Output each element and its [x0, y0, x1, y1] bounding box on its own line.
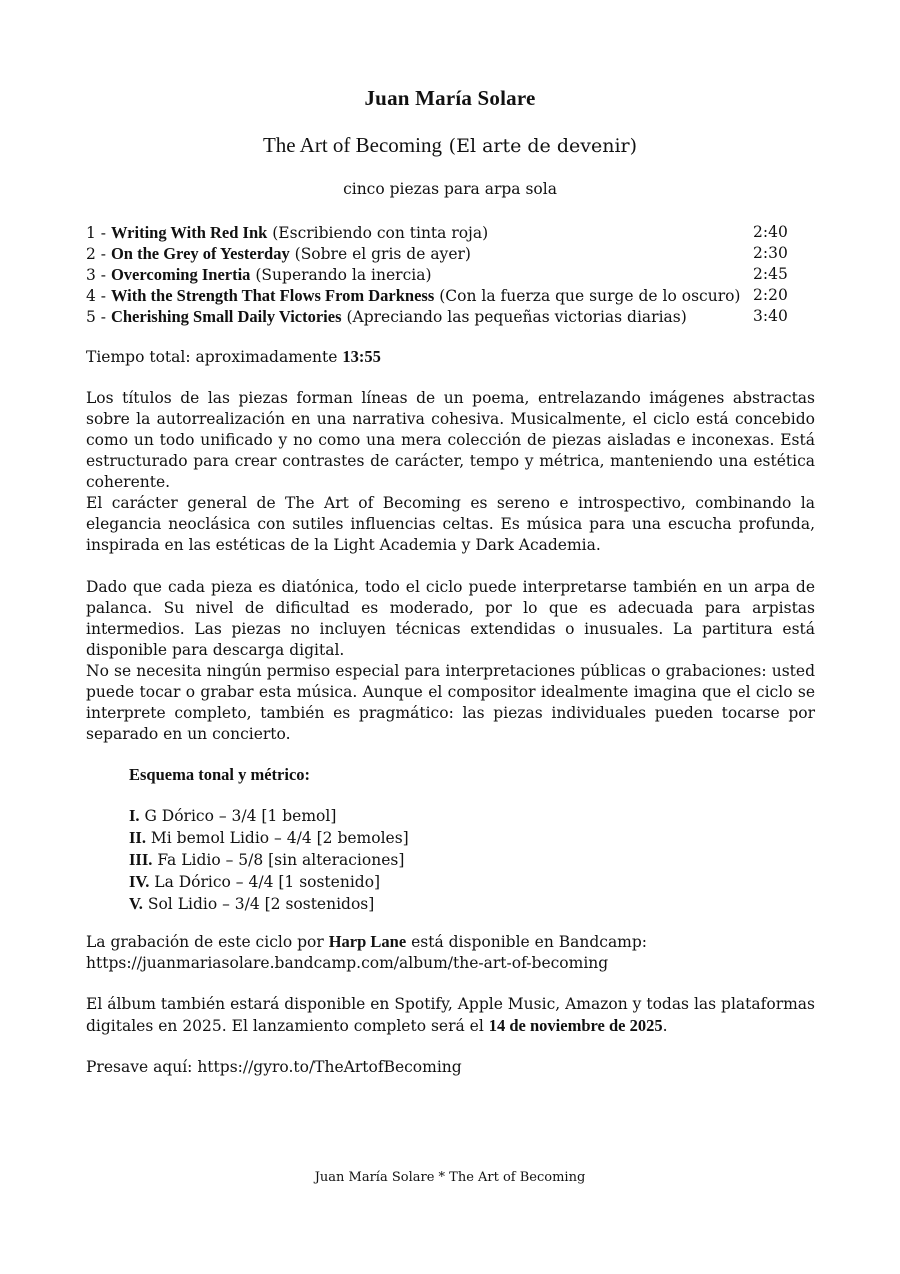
work-subtitle: cinco piezas para arpa sola — [343, 180, 557, 198]
track-translation: (Con la fuerza que surge de lo oscuro) — [439, 287, 741, 305]
album-release-info — [86, 994, 815, 1037]
track-duration: 3:40 — [753, 307, 788, 325]
paragraph-character — [86, 493, 815, 556]
scheme-numeral: II. — [129, 828, 146, 847]
scheme-item — [129, 893, 409, 915]
page-footer: Juan María Solare * The Art of Becoming — [314, 1170, 586, 1185]
track-duration: 2:20 — [753, 286, 788, 304]
paragraph-text: Los títulos de las piezas forman líneas de un poema, entrelazando imágenes abstractas sobre la autorrealización en una narrativa cohesiva. Musicalmente, el ciclo está concebido como un todo unificado y no como una mera colección de piezas aisladas e inconexas. Está estructurado para crear contrastes de carácter, tempo y métrica, manteniendo una estética coherente. — [86, 389, 815, 491]
scheme-text: La Dórico – 4/4 [1 sostenido] — [154, 873, 381, 891]
paragraph-poem — [86, 388, 815, 493]
scheme-text: G Dórico – 3/4 [1 bemol] — [144, 807, 337, 825]
total-label: Tiempo total: aproximadamente — [86, 348, 338, 366]
scheme-numeral: V. — [129, 894, 143, 913]
presave-label: Presave aquí: — [86, 1058, 193, 1076]
recording-artist: Harp Lane — [328, 932, 407, 951]
track-translation: (Superando la inercia) — [255, 266, 432, 284]
release-date: 14 de noviembre de 2025 — [488, 1016, 663, 1035]
total-value: 13:55 — [342, 347, 381, 366]
scheme-list — [129, 805, 409, 915]
scheme-numeral: III. — [129, 850, 153, 869]
recording-prefix: La grabación de este ciclo por — [86, 933, 324, 951]
scheme-text: Fa Lidio – 5/8 [sin alteraciones] — [157, 851, 405, 869]
scheme-numeral: IV. — [129, 872, 150, 891]
paragraph-difficulty — [86, 577, 815, 661]
track-row — [86, 285, 815, 306]
paragraph-text: No se necesita ningún permiso especial para interpretaciones públicas o grabaciones: usted puede tocar o grabar esta música. Aunque el compositor idealmente imagina que el ciclo se interprete completo, también es pragmático: las piezas individuales pueden tocarse por separado en un concierto. — [86, 662, 815, 743]
track-title: Writing With Red Ink — [110, 223, 268, 242]
recording-info — [86, 931, 815, 974]
track-row — [86, 264, 815, 285]
paragraph-permissions — [86, 661, 815, 745]
track-title: Overcoming Inertia — [110, 265, 251, 284]
scheme-numeral: I. — [129, 806, 140, 825]
track-translation: (Escribiendo con tinta roja) — [272, 224, 489, 242]
album-end: . — [662, 1017, 668, 1035]
album-text: El álbum también estará disponible en Spotify, Apple Music, Amazon y todas las plataformas digitales en 2025. El lanzamiento completo será el — [86, 995, 815, 1035]
track-translation: (Sobre el gris de ayer) — [294, 245, 471, 263]
track-translation: (Apreciando las pequeñas victorias diarias) — [346, 308, 687, 326]
work-title — [0, 133, 900, 158]
track-number: 3 - — [86, 266, 107, 284]
scheme-text: Mi bemol Lidio – 4/4 [2 bemoles] — [150, 829, 409, 847]
track-row — [86, 222, 815, 243]
track-row — [86, 306, 815, 327]
track-number: 4 - — [86, 287, 107, 305]
track-duration: 2:40 — [753, 223, 788, 241]
track-title: With the Strength That Flows From Darkness — [110, 286, 435, 305]
total-duration — [86, 346, 815, 368]
presave-info — [86, 1057, 815, 1078]
composer-name: Juan María Solare — [364, 86, 536, 110]
work-title-english: The Art of Becoming — [262, 133, 442, 157]
track-number: 2 - — [86, 245, 107, 263]
track-row — [86, 243, 815, 264]
track-duration: 2:45 — [753, 265, 788, 283]
track-list — [86, 222, 815, 327]
scheme-heading: Esquema tonal y métrico: — [129, 765, 311, 784]
bandcamp-link[interactable]: https://juanmariasolare.bandcamp.com/album/the-art-of-becoming — [86, 954, 609, 972]
track-title: On the Grey of Yesterday — [110, 244, 290, 263]
recording-suffix: está disponible en Bandcamp: — [411, 933, 648, 951]
track-number: 1 - — [86, 224, 107, 242]
track-title: Cherishing Small Daily Victories — [110, 307, 342, 326]
paragraph-text: Dado que cada pieza es diatónica, todo el ciclo puede interpretarse también en un arpa de palanca. Su nivel de dificultad es moderado, por lo que es adecuada para arpistas intermedios. Las piezas no incluyen técnicas extendidas o inusuales. La partitura está disponible para descarga digital. — [86, 578, 815, 659]
scheme-text: Sol Lidio – 3/4 [2 sostenidos] — [147, 895, 375, 913]
presave-link[interactable]: https://gyro.to/TheArtofBecoming — [197, 1058, 462, 1076]
track-duration: 2:30 — [753, 244, 788, 262]
scheme-item — [129, 849, 409, 871]
scheme-item — [129, 805, 409, 827]
scheme-item — [129, 827, 409, 849]
paragraph-text: El carácter general de The Art of Becoming es sereno e introspectivo, combinando la elegancia neoclásica con sutiles influencias celtas. Es música para una escucha profunda, inspirada en las estéticas de la Light Academia y Dark Academia. — [86, 494, 815, 554]
work-title-spanish: (El arte de devenir) — [448, 135, 638, 157]
scheme-item — [129, 871, 409, 893]
track-number: 5 - — [86, 308, 107, 326]
